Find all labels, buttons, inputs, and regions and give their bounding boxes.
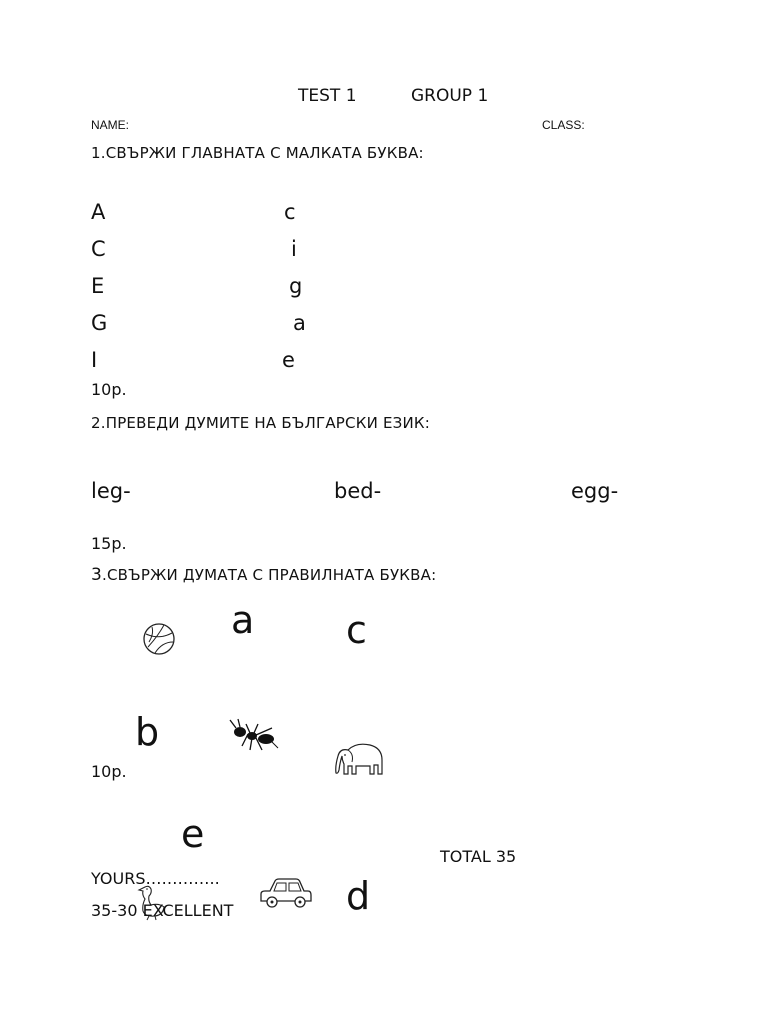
name-label: NAME: xyxy=(91,118,130,132)
uppercase-letter: I xyxy=(91,348,98,372)
grade-scale: 35-30 EXCELLENT xyxy=(91,901,234,920)
lowercase-letter: e xyxy=(282,348,295,372)
lowercase-letter: a xyxy=(293,311,306,335)
ant-icon xyxy=(228,718,280,754)
yours-score: YOURS………….. xyxy=(91,869,220,888)
picture-letter: c xyxy=(346,608,367,652)
task3-title xyxy=(91,565,436,585)
word-to-translate: bed- xyxy=(334,479,382,503)
picture-letter: a xyxy=(231,598,255,642)
lowercase-letter: i xyxy=(291,237,297,261)
picture-letter: d xyxy=(346,874,371,918)
task1-points: 10p. xyxy=(91,380,127,399)
lowercase-letter: g xyxy=(289,274,303,298)
total-score: TOTAL 35 xyxy=(440,847,517,866)
word-to-translate: egg- xyxy=(571,479,619,503)
ball-icon xyxy=(142,622,176,656)
car-icon xyxy=(258,875,314,911)
elephant-icon xyxy=(334,740,386,780)
uppercase-letter: C xyxy=(91,237,106,261)
lowercase-letter: c xyxy=(284,200,296,224)
group-title: GROUP 1 xyxy=(411,86,489,106)
test-title: TEST 1 xyxy=(298,86,357,106)
task2-title: 2.ПРЕВЕДИ ДУМИТЕ НА БЪЛГАРСКИ ЕЗИК: xyxy=(91,414,430,432)
uppercase-letter: E xyxy=(91,274,105,298)
task3-points: 10p. xyxy=(91,762,127,781)
uppercase-letter: A xyxy=(91,200,106,224)
picture-letter: e xyxy=(181,812,205,856)
task2-points: 15p. xyxy=(91,534,127,553)
task3-title-text: .СВЪРЖИ ДУМАТА С ПРАВИЛНАТА БУКВА: xyxy=(102,566,437,584)
class-label: CLASS: xyxy=(542,118,585,132)
uppercase-letter: G xyxy=(91,311,108,335)
picture-letter: b xyxy=(135,710,160,754)
word-to-translate: leg- xyxy=(91,479,131,503)
task1-title: 1.СВЪРЖИ ГЛАВНАТА С МАЛКАТА БУКВА: xyxy=(91,144,424,162)
task3-number: 3 xyxy=(91,565,103,585)
